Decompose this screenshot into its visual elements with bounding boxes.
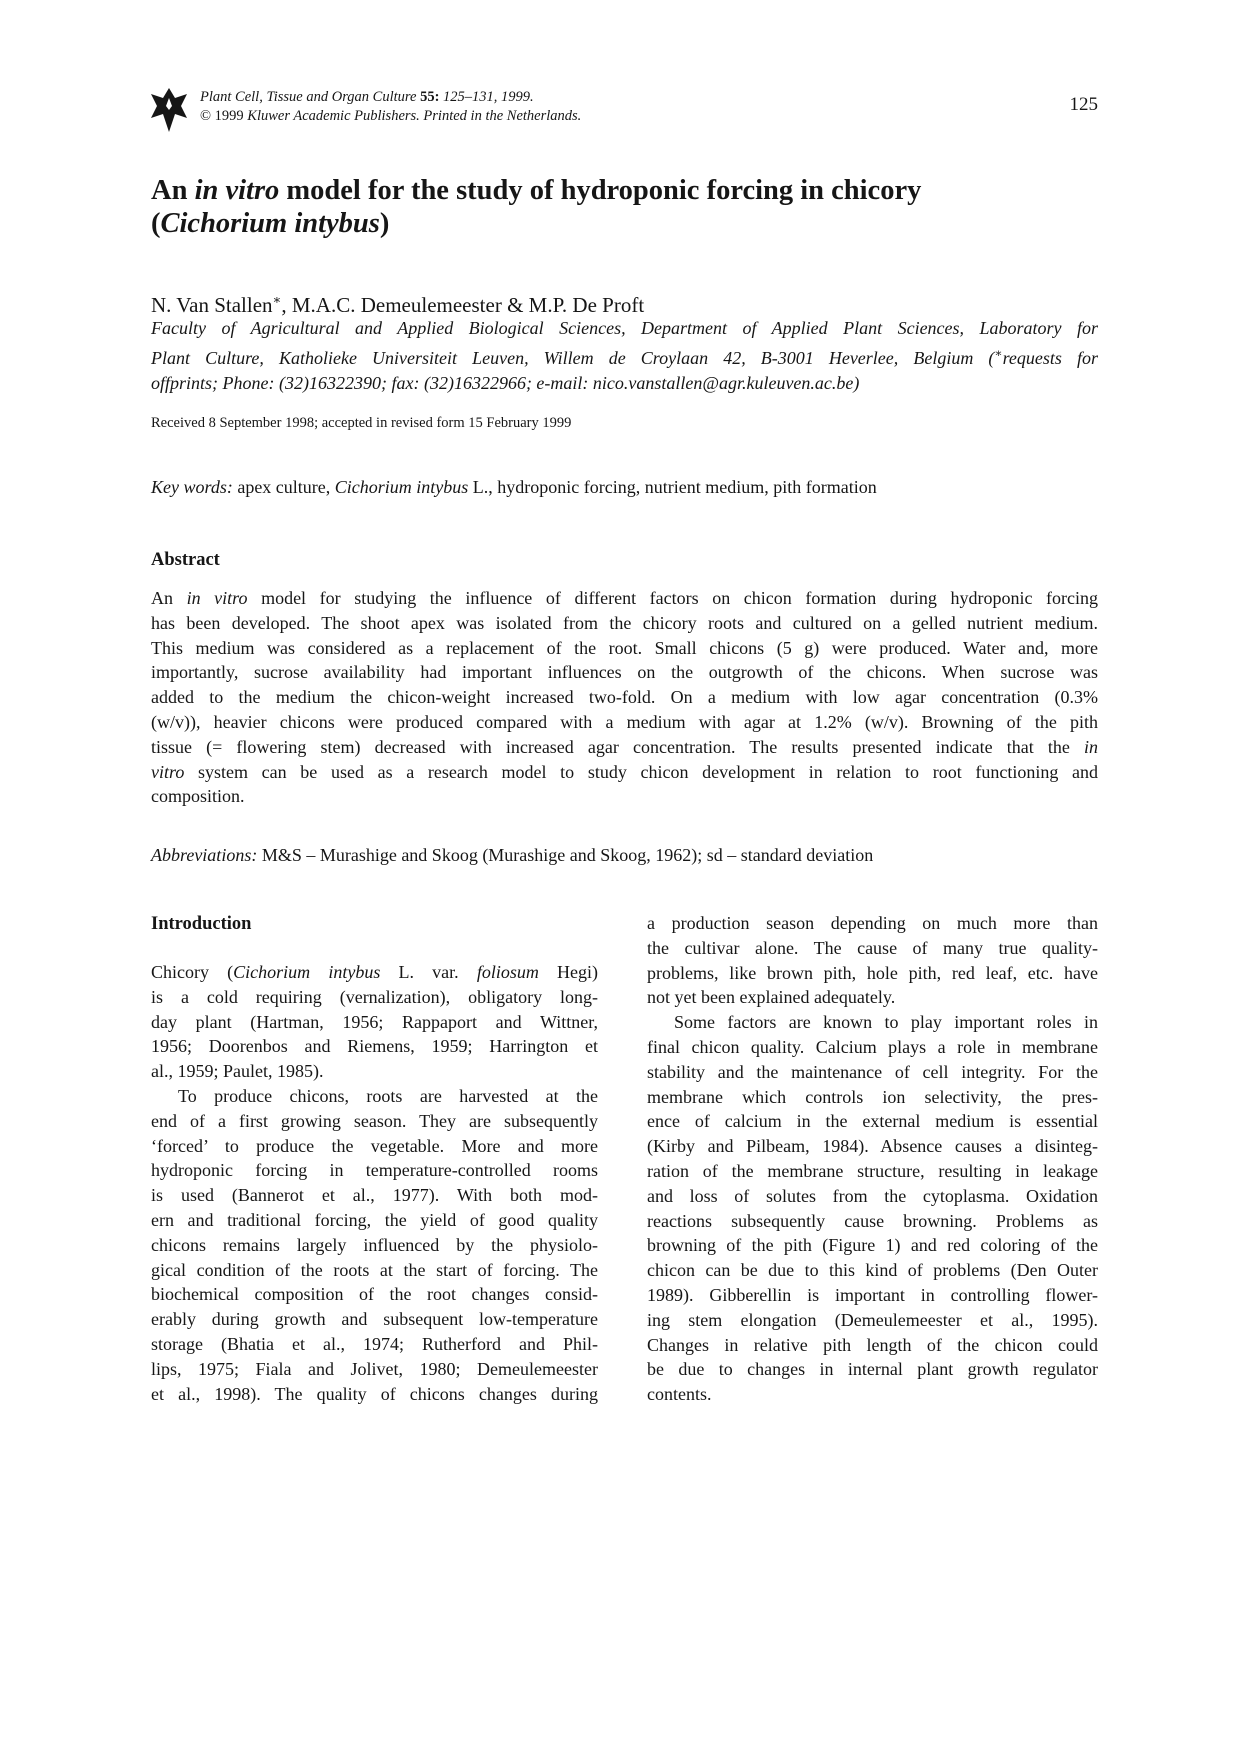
article-title: An in vitro model for the study of hydroponic forcing in chicory (Cichorium intybus) [151,175,922,239]
introduction-heading: Introduction [151,914,252,934]
journal-citation-line-1: Plant Cell, Tissue and Organ Culture 55: 125–131, 1999. [200,89,534,105]
abstract-heading: Abstract [151,550,220,570]
kluwer-logo-icon [151,88,187,132]
received-date: Received 8 September 1998; accepted in revised form 15 February 1999 [151,415,572,431]
abstract-text: An in vitro model for studying the influence of different factors on chicon formation during hydroponic forcing has been developed. The shoot apex was isolated from the chicory roots and cultured on a gelled nutrient medium. This medium was considered as a replacement of the root. Small chicons (5 g) were produced. Water and, more importantly, sucrose availability had important influences on the outgrowth of the chicons. When sucrose was added to the medium the chicon-weight increased two-fold. On a medium with low agar concentration (0.3% (w/v)), heavier chicons were produced compared with a medium with agar at 1.2% (w/v). Browning of the pith tissue (= flowering stem) decreased with increased agar concentration. The results presented indicate that the in vitro system can be used as a research model to study chicon development in relation to root functioning and composition. [151,588,1099,807]
introduction-column-right: a production season depending on much more than the cultivar alone. The cause of many true quality- problems, like brown pith, hole pith, red leaf, etc. have not yet been explained adequately. Some factors are known to play important roles in final chicon quality. Calcium plays a role in membrane stability and the maintenance of cell integrity. For the membrane which controls ion selectivity, the pres- ence of calcium in the external medium is essential (Kirby and Pilbeam, 1984). Absence causes a disinteg- ration of the membrane structure, resulting in leakage and loss of solutes from the cytoplasma. Oxidation reactions subsequently cause browning. Problems as browning of the pith (Figure 1) and red coloring of the chicon can be due to this kind of problems (Den Outer 1989). Gibberellin is important in controlling flower- ing stem elongation (Demeulemeester et al., 1995). Changes in relative pith length of the chicon could be due to changes in internal plant growth regulator contents. [647,913,1098,1405]
abbreviations: Abbreviations: M&S – Murashige and Skoog (Murashige and Skoog, 1962); sd – standard deviation [151,845,874,865]
authors: N. Van Stallen∗, M.A.C. Demeulemeester & M.P. De Proft [151,292,645,317]
introduction-column-left: Chicory (Cichorium intybus L. var. foliosum Hegi) is a cold requiring (vernalization), obligatory long- day plant (Hartman, 1956; Rappaport and Wittner, 1956; Doorenbos and Riemens, 1959; Harrington et al., 1959; Paulet, 1985). To produce chicons, roots are harvested at the end of a first growing season. They are subsequently ‘forced’ to produce the vegetable. More and more hydroponic forcing in temperature-controlled rooms is used (Bannerot et al., 1977). With both mod- ern and traditional forcing, the yield of good quality chicons remains largely influenced by the physiolo- gical condition of the roots at the start of forcing. The biochemical composition of the root changes consid- erably during growth and subsequent low-temperature storage (Bhatia et al., 1974; Rutherford and Phil- lips, 1975; Fiala and Jolivet, 1980; Demeulemeester et al., 1998). The quality of chicons changes during [151,962,598,1404]
affiliation: Faculty of Agricultural and Applied Biological Sciences, Department of Applied Plant Sciences, Laboratory for Plant Culture, Katholieke Universiteit Leuven, Willem de Croylaan 42, B-3001 Heverlee, Belgium (∗requests for offprints; Phone: (32)16322390; fax: (32)16322966; e-mail: nico.vanstallen@agr.kuleuven.ac.be) [151,318,1098,393]
keywords: Key words: apex culture, Cichorium intybus L., hydroponic forcing, nutrient medium, pith formation [151,477,877,497]
journal-citation-line-2: © 1999 Kluwer Academic Publishers. Printed in the Netherlands. [200,108,582,124]
page-number: 125 [1069,94,1098,115]
journal-citation [200,88,581,126]
